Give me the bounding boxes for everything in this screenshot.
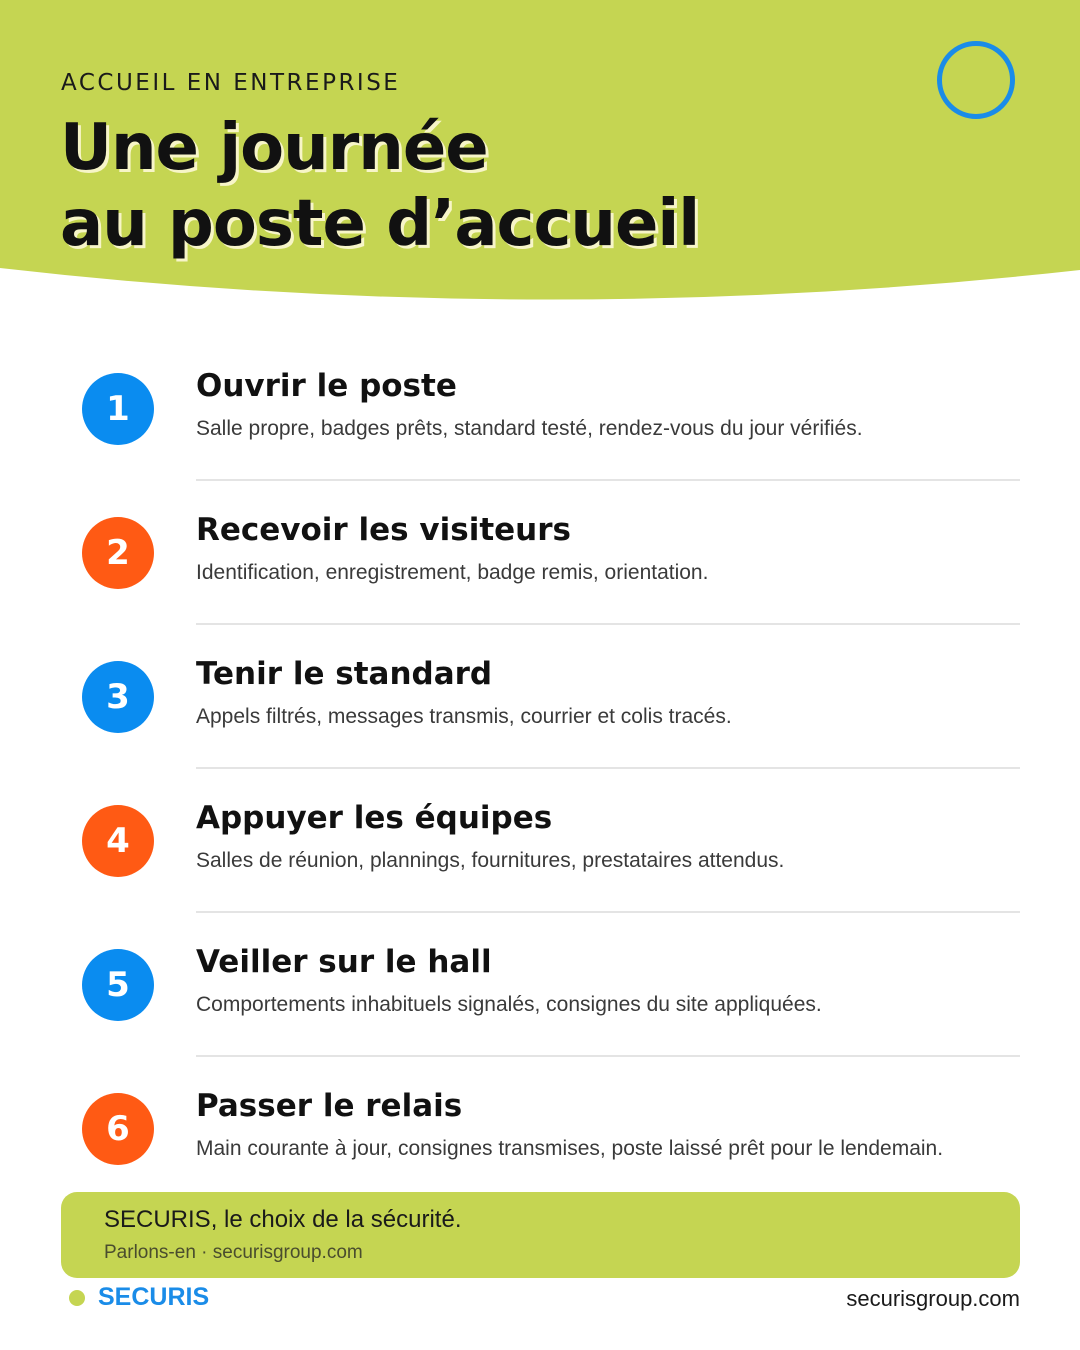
step-title: Tenir le standard [196, 656, 493, 692]
step-description: Main courante à jour, consignes transmises, poste laissé prêt pour le lendemain. [196, 1137, 944, 1160]
cta-headline: SECURIS, le choix de la sécurité. [104, 1206, 462, 1233]
page-title-line-2: au poste d’accueil [60, 187, 700, 261]
step-number-badge: 6 [82, 1093, 154, 1165]
step-title: Appuyer les équipes [196, 800, 553, 836]
step-item-2 [0, 494, 1080, 638]
website-link[interactable]: securisgroup.com [846, 1286, 1020, 1311]
step-item-3 [0, 638, 1080, 782]
step-title: Ouvrir le poste [196, 368, 457, 404]
brand-dot-icon [69, 1290, 85, 1306]
step-number-badge: 2 [82, 517, 154, 589]
step-description: Salle propre, badges prêts, standard testé, rendez-vous du jour vérifiés. [196, 417, 863, 440]
step-number-badge: 4 [82, 805, 154, 877]
step-title: Veiller sur le hall [196, 944, 492, 980]
step-number-badge: 3 [82, 661, 154, 733]
step-number-badge: 5 [82, 949, 154, 1021]
divider [196, 623, 1020, 625]
page-title-line-1: Une journée [60, 111, 488, 185]
brand-name: SECURIS [98, 1283, 210, 1311]
step-description: Salles de réunion, plannings, fournitures, prestataires attendus. [196, 849, 785, 872]
divider [196, 911, 1020, 913]
header-banner [0, 0, 1080, 300]
divider [196, 1055, 1020, 1057]
step-description: Identification, enregistrement, badge remis, orientation. [196, 561, 709, 584]
ring-decoration-icon [937, 41, 1015, 119]
step-item-4 [0, 782, 1080, 926]
eyebrow-label: ACCUEIL EN ENTREPRISE [61, 70, 401, 96]
page-title [60, 110, 699, 262]
divider [196, 767, 1020, 769]
step-description: Appels filtrés, messages transmis, courrier et colis tracés. [196, 705, 732, 728]
cta-banner[interactable] [61, 1192, 1020, 1278]
step-title: Passer le relais [196, 1088, 463, 1124]
step-item-5 [0, 926, 1080, 1070]
step-title: Recevoir les visiteurs [196, 512, 571, 548]
cta-link-text[interactable]: Parlons-en · securisgroup.com [104, 1242, 363, 1263]
step-number-badge: 1 [82, 373, 154, 445]
step-item-1 [0, 350, 1080, 494]
step-description: Comportements inhabituels signalés, consignes du site appliquées. [196, 993, 822, 1016]
divider [196, 479, 1020, 481]
